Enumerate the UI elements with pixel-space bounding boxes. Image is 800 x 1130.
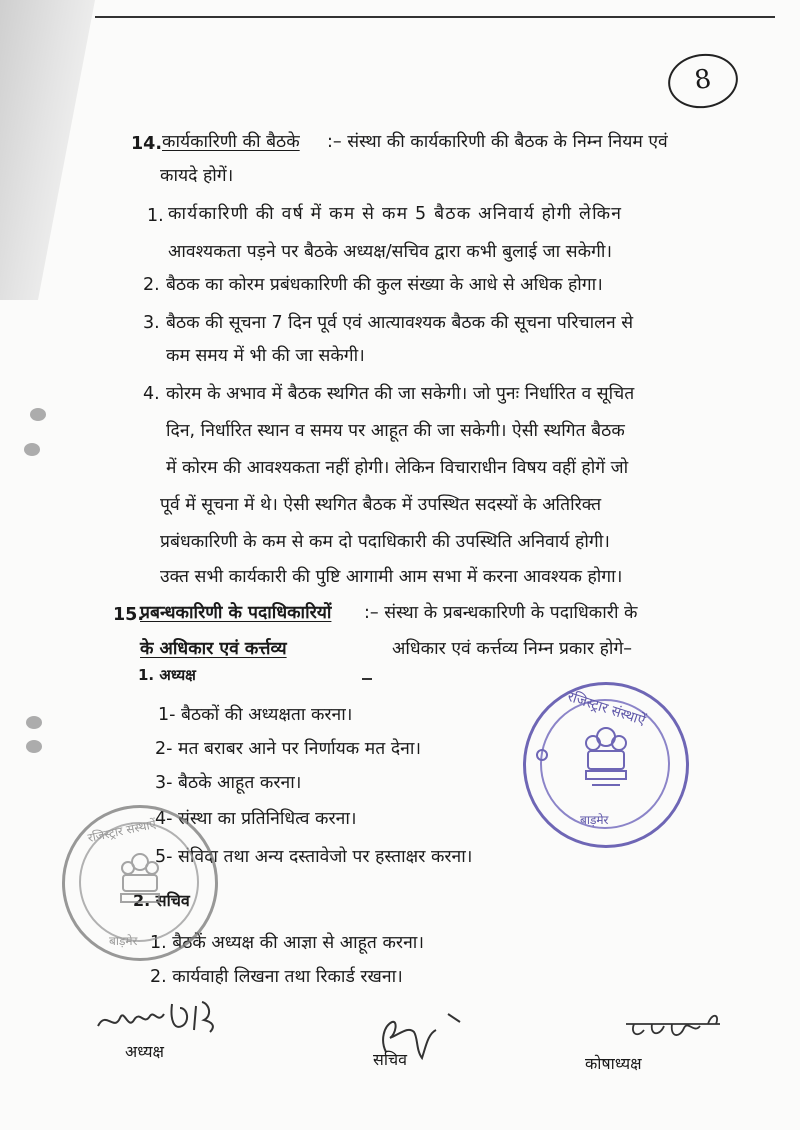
punch-hole — [24, 443, 40, 456]
section14-intro-line2: कायदे होगें। — [160, 166, 234, 186]
item-line: आवश्यकता पड़ने पर बैठके अध्यक्ष/सचिव द्वारा कभी बुलाई जा सकेगी। — [168, 242, 613, 262]
sachiv-item: 2. कार्यवाही लिखना तथा रिकार्ड रखना। — [150, 967, 403, 987]
adhyaksh-item: 4- संस्था का प्रतिनिधित्व करना। — [155, 809, 357, 829]
section15-number: 15. — [113, 605, 145, 625]
seal-bottom-text: बाड़मेर — [580, 813, 609, 827]
section15-intro-line2: अधिकार एवं कर्त्तव्य निम्न प्रकार होगे– — [392, 639, 633, 659]
adhyaksh-item: 2- मत बराबर आने पर निर्णायक मत देना। — [155, 739, 421, 759]
item-line: कम समय में भी की जा सकेगी। — [166, 346, 365, 366]
sachiv-item: 1. बैठकें अध्यक्ष की आज्ञा से आहूत करना। — [150, 933, 424, 953]
adhyaksh-label: अध्यक्ष — [125, 1042, 164, 1061]
item-line: दिन, निर्धारित स्थान व समय पर आहूत की जा सकेगी। ऐसी स्थगित बैठक — [166, 421, 625, 441]
seal-top-text: रजिस्ट्रार संस्थाऐं — [86, 816, 158, 846]
adhyaksh-item: 5- संविदा तथा अन्य दस्तावेजो पर हस्ताक्षर करना। — [155, 847, 473, 867]
punch-hole — [30, 408, 46, 421]
ashoka-emblem-icon — [576, 721, 636, 797]
adhyaksh-item: 1- बैठकों की अध्यक्षता करना। — [158, 705, 353, 725]
seal-bottom-text: बाड़मेर — [109, 934, 138, 948]
item-number: 4. — [143, 384, 160, 404]
section15-heading-line1: प्रबन्धकारिणी के पदाधिकारियों — [140, 603, 332, 623]
adhyaksh-signature-icon — [92, 996, 242, 1044]
item-line: पूर्व में सूचना में थे। ऐसी स्थगित बैठक में उपस्थित सदस्यों के अतिरिक्त — [160, 495, 602, 515]
item-line: कोरम के अभाव में बैठक स्थगित की जा सकेगी। जो पुनः निर्धारित व सूचित — [166, 384, 635, 404]
ashoka-emblem-icon — [113, 848, 167, 914]
koshadhyaksh-signature-icon — [620, 1004, 730, 1048]
dash-mark — [362, 678, 372, 680]
section15-heading-line2: के अधिकार एवं कर्त्तव्य — [140, 639, 287, 659]
item-number: 3. — [143, 313, 160, 333]
section15-intro-line1: :– संस्था के प्रबन्धकारिणी के पदाधिकारी के — [364, 603, 638, 623]
page-number: 8 — [665, 49, 742, 112]
seal-top-text: रजिस्ट्रार संस्थाऐं — [565, 688, 648, 730]
item-line: में कोरम की आवश्यकता नहीं होगी। लेकिन विचाराधीन विषय वहीं होगें जो — [166, 458, 629, 478]
punch-hole — [26, 716, 42, 729]
koshadhyaksh-label: कोषाध्यक्ष — [585, 1054, 642, 1073]
adhyaksh-item: 3- बैठके आहूत करना। — [155, 773, 302, 793]
item-line: प्रबंधकारिणी के कम से कम दो पदाधिकारी की उपस्थिति अनिवार्य होगी। — [160, 532, 610, 552]
item-line: उक्त सभी कार्यकारी की पुष्टि आगामी आम सभा में करना आवश्यक होगा। — [160, 567, 623, 587]
sachiv-title: 2. सचिव — [133, 891, 190, 910]
section14-number: 14. — [131, 134, 163, 154]
item-line: कार्यकारिणी की वर्ष में कम से कम 5 बैठक अनिवार्य होगी लेकिन — [168, 204, 623, 224]
sachiv-label: सचिव — [373, 1050, 408, 1069]
punch-hole — [26, 740, 42, 753]
item-line: बैठक की सूचना 7 दिन पूर्व एवं आत्यावश्यक बैठक की सूचना परिचालन से — [166, 313, 634, 333]
top-rule — [95, 16, 775, 18]
section14-intro-line1: :– संस्था की कार्यकारिणी की बैठक के निम्न नियम एवं — [327, 132, 668, 152]
item-number: 1. — [147, 206, 164, 226]
scan-shadow — [0, 0, 95, 300]
item-line: बैठक का कोरम प्रबंधकारिणी की कुल संख्या के आधे से अधिक होगा। — [166, 275, 603, 295]
item-number: 2. — [143, 275, 160, 295]
registrar-seal-faded — [62, 805, 218, 961]
section14-heading: कार्यकारिणी की बैठके — [162, 132, 300, 152]
registrar-seal — [523, 682, 689, 848]
adhyaksh-title: 1. अध्यक्ष — [138, 666, 196, 684]
